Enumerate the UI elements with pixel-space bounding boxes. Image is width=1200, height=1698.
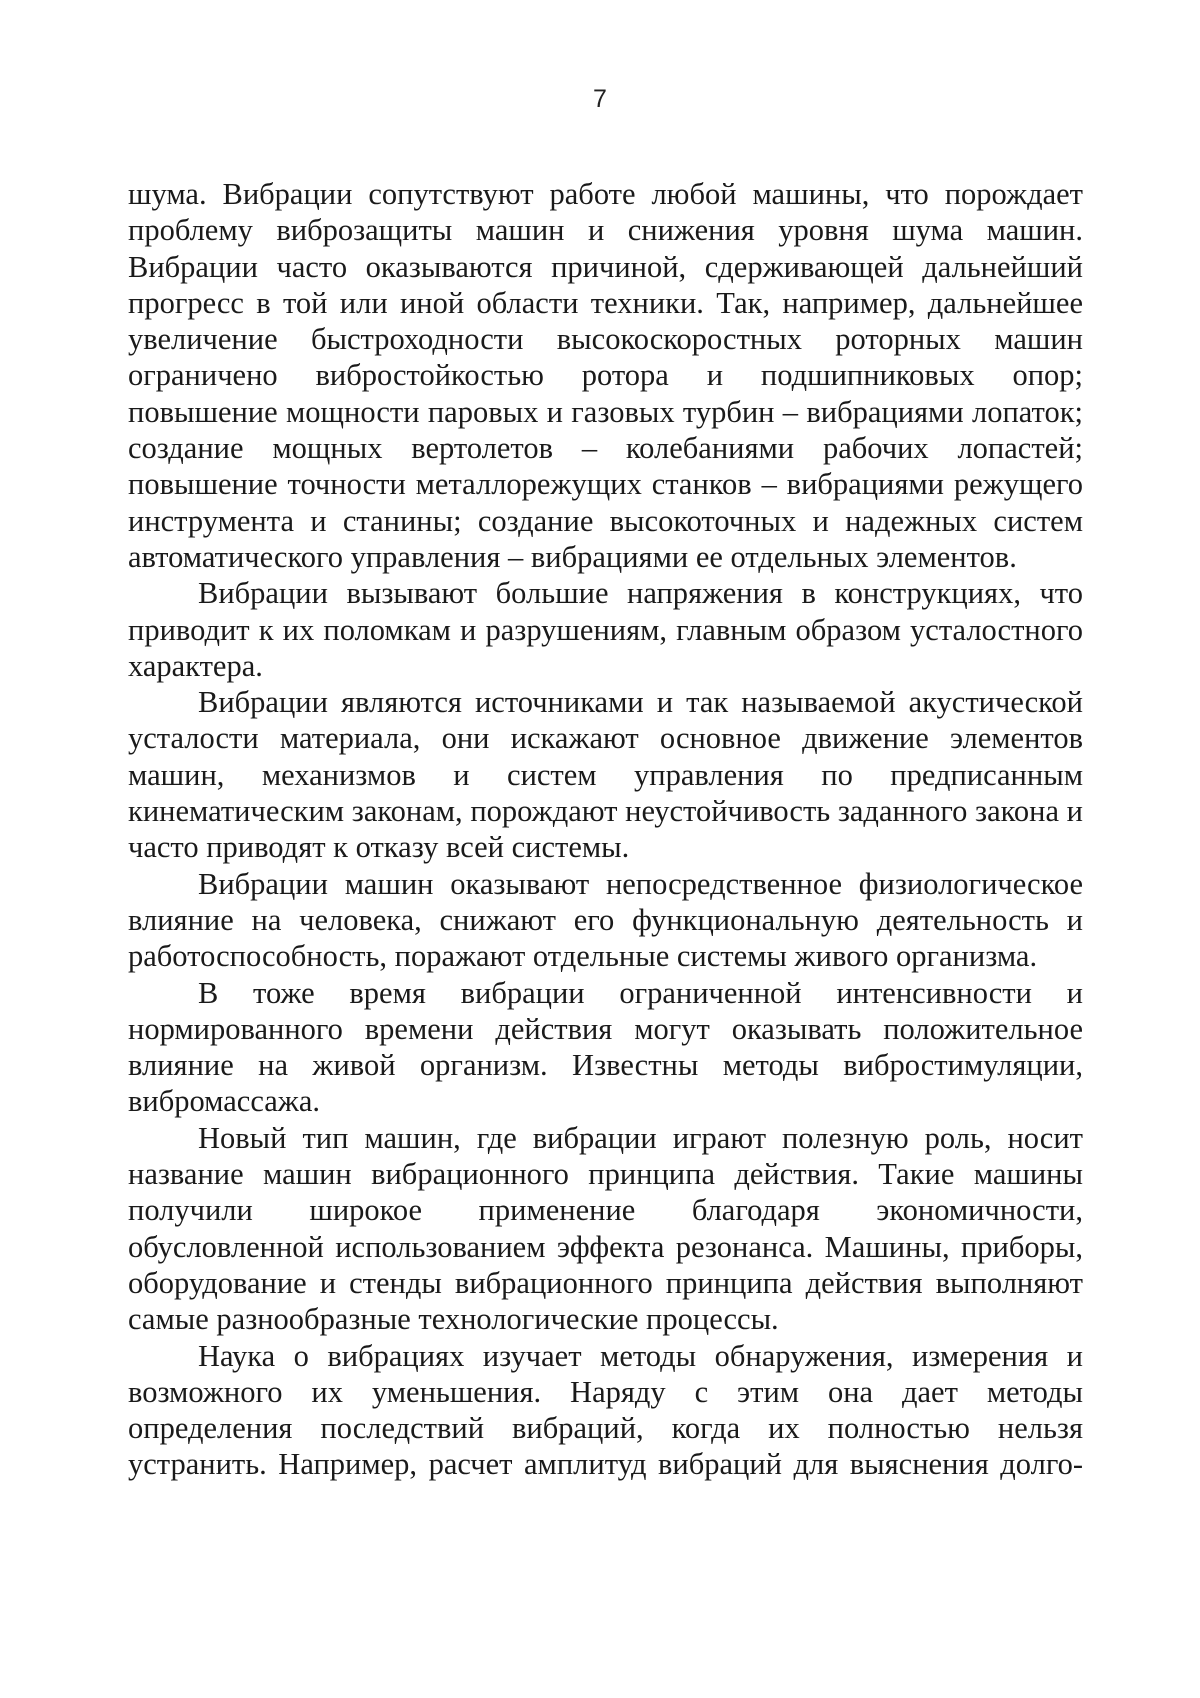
paragraph: В тоже время вибрации ограниченной интенсивности и нормированного времени действия могут оказывать положительное влияние на живой организм. Известны методы вибростимуляции, вибромассажа. [128,975,1083,1119]
paragraph: Новый тип машин, где вибрации играют полезную роль, носит название машин вибрационного принципа действия. Такие машины получили широкое применение благодаря экономичности, обусловленной использованием эффекта резонанса. Машины, приборы, оборудование и стенды вибрационного принципа действия выполняют самые разнообразные технологические процессы. [128,1120,1083,1337]
paragraph: Наука о вибрациях изучает методы обнаружения, измерения и возможного их уменьшения. Наряду с этим она дает методы определения последствий вибраций, когда их полностью нельзя устранить. Например, расчет амплитуд вибраций для выяснения долго- [128,1338,1083,1482]
page-number: 7 [593,85,607,113]
paragraph: Вибрации являются источниками и так называемой акустической усталости материала, они искажают основное движение элементов машин, механизмов и систем управления по предписанным кинематическим законам, порождают неустойчивость заданного закона и часто приводят к отказу всей системы. [128,685,1083,865]
body-text [128,176,1083,1483]
paragraph: шума. Вибрации сопутствуют работе любой машины, что порождает проблему виброзащиты машин и снижения уровня шума машин. Вибрации часто оказываются причиной, сдерживающей дальнейший прогресс в той или иной области техники. Так, например, дальнейшее увеличение быстроходности высокоскоростных роторных машин ограничено вибростойкостью ротора и подшипниковых опор; повышение мощности паровых и газовых турбин – вибрациями лопаток; создание мощных вертолетов – колебаниями рабочих лопастей; повышение точности металлорежущих станков – вибрациями режущего инструмента и станины; создание высокоточных и надежных систем автоматического управления – вибрациями ее отдельных элементов. [128,177,1083,574]
paragraph: Вибрации вызывают большие напряжения в конструкциях, что приводит к их поломкам и разрушениям, главным образом усталостного характера. [128,576,1083,683]
paragraph: Вибрации машин оказывают непосредственное физиологическое влияние на человека, снижают его функциональную деятельность и работоспособность, поражают отдельные системы живого организма. [128,866,1083,974]
